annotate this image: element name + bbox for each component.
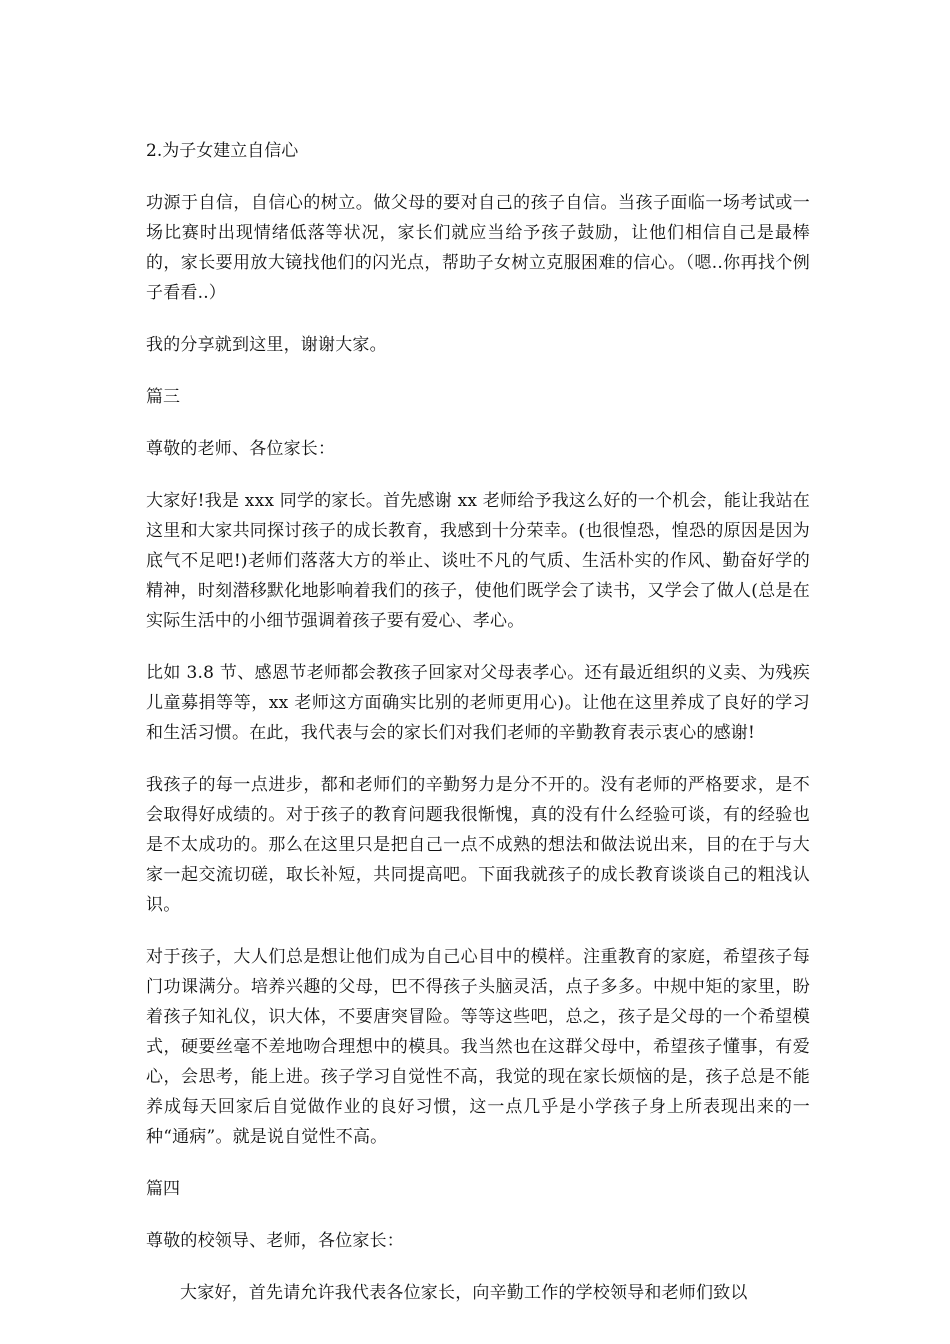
paragraph-closing: 我的分享就到这里，谢谢大家。	[146, 335, 387, 355]
salutation-part-three: 尊敬的老师、各位家长：	[146, 439, 336, 459]
paragraph-progress: 我孩子的每一点进步，都和老师们的辛勤努力是分不开的。没有老师的严格要求，是不会取得好成绩的。对于孩子的教育问题我很惭愧，真的没有什么经验可谈，有的经验也是不太成功的。那么在这里只是把自己一点不成熟的想法和做法说出来，目的在于与大家一起交流切磋，取长补短，共同提高吧。下面我就孩子的成长教育谈谈自己的粗浅认识。	[146, 775, 810, 915]
paragraph-example: 比如 3.8 节、感恩节老师都会教孩子回家对父母表孝心。还有最近组织的义卖、为残疾儿童募捐等等，xx 老师这方面确实比别的老师更用心)。让他在这里养成了良好的学习和生活习惯。在此，我代表与会的家长们对我们老师的辛勤教育表示衷心的感谢!	[146, 663, 810, 743]
paragraph-expectations: 对于孩子，大人们总是想让他们成为自己心目中的模样。注重教育的家庭，希望孩子每门功课满分。培养兴趣的父母，巴不得孩子头脑灵活，点子多多。中规中矩的家里，盼着孩子知礼仪，识大体，不要唐突冒险。等等这些吧，总之，孩子是父母的一个希望模式，硬要丝毫不差地吻合理想中的模具。我当然也在这群父母中，希望孩子懂事，有爱心，会思考，能上进。孩子学习自觉性不高，我觉的现在家长烦恼的是，孩子总是不能养成每天回家后自觉做作业的良好习惯，这一点几乎是小学孩子身上所表现出来的一种“通病”。就是说自觉性不高。	[146, 947, 810, 1147]
section-heading-part-four: 篇四	[146, 1179, 180, 1199]
salutation-part-four: 尊敬的校领导、老师，各位家长：	[146, 1231, 404, 1251]
paragraph-confidence: 功源于自信，自信心的树立。做父母的要对自己的孩子自信。当孩子面临一场考试或一场比赛时出现情绪低落等状况，家长们就应当给予孩子鼓励，让他们相信自己是最棒的，家长要用放大镜找他们的闪光点，帮助子女树立克服困难的信心。（嗯..你再找个例子看看..）	[146, 193, 810, 303]
paragraph-greeting: 大家好，首先请允许我代表各位家长，向辛勤工作的学校领导和老师们致以	[180, 1283, 748, 1303]
document-body	[146, 136, 810, 1330]
section-heading-part-three: 篇三	[146, 387, 180, 407]
section-heading-confidence: 2.为子女建立自信心	[146, 141, 299, 161]
paragraph-introduction: 大家好!我是 xxx 同学的家长。首先感谢 xx 老师给予我这么好的一个机会，能让我站在这里和大家共同探讨孩子的成长教育，我感到十分荣幸。(也很惶恐，惶恐的原因是因为底气不足吧!)老师们落落大方的举止、谈吐不凡的气质、生活朴实的作风、勤奋好学的精神，时刻潜移默化地影响着我们的孩子，使他们既学会了读书，又学会了做人(总是在实际生活中的小细节强调着孩子要有爱心、孝心。	[146, 491, 810, 631]
